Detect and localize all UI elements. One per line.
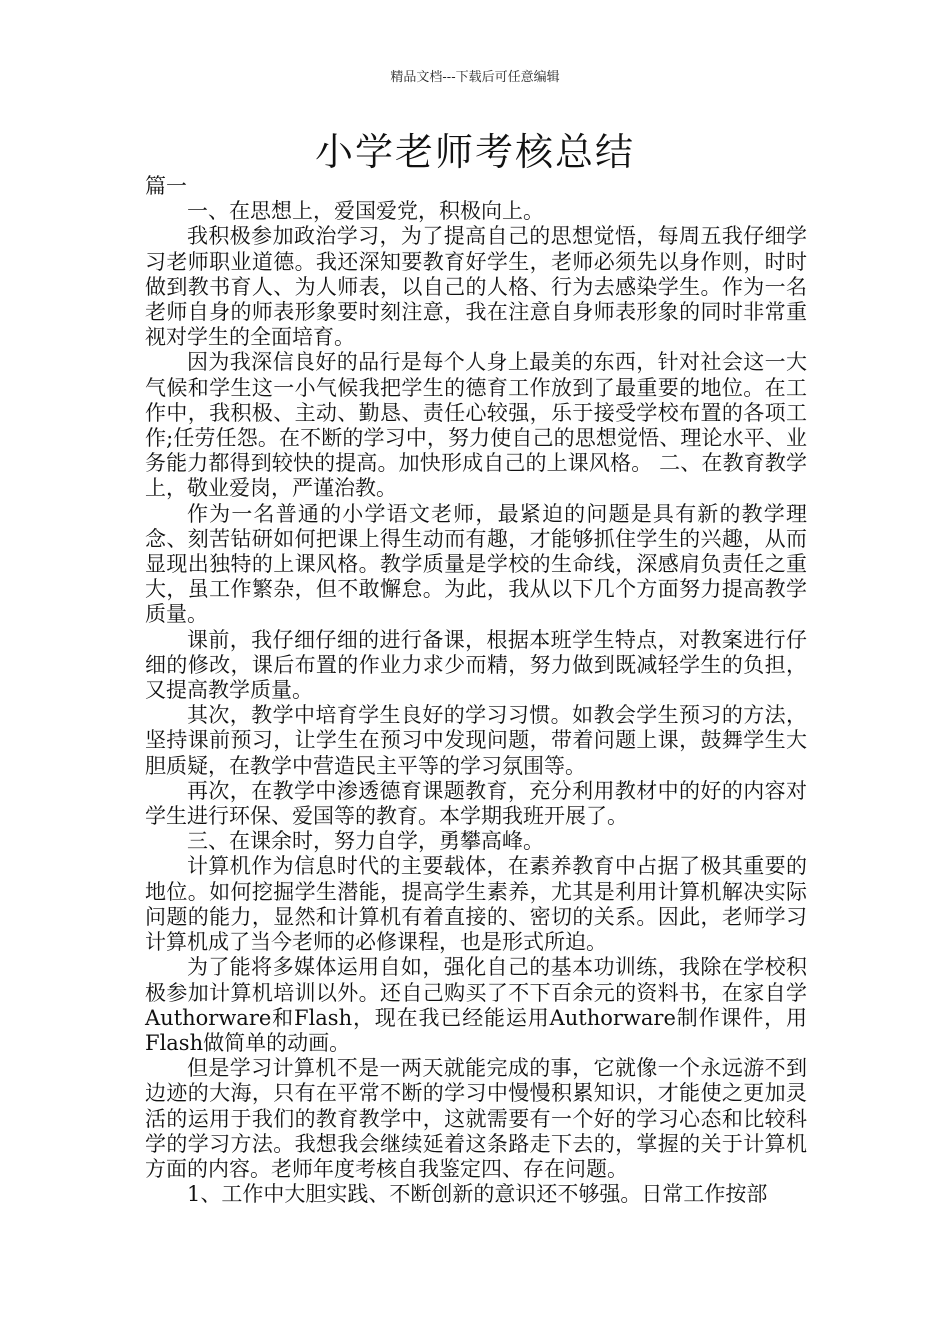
paragraph: 再次，在教学中渗透德育课题教育，充分利用教材中的好的内容对学生进行环保、爱国等的教育。本学期我班开展了。 [145,778,807,829]
paragraph: 作为一名普通的小学语文老师，最紧迫的问题是具有新的教学理念、刻苦钻研如何把课上得生动而有趣，才能够抓住学生的兴趣，从而显现出独特的上课风格。教学质量是学校的生命线，深感肩负责任之重大，虽工作繁杂，但不敢懈怠。为此，我从以下几个方面努力提高教学质量。 [145,501,807,627]
paragraph: 其次，教学中培育学生良好的学习习惯。如教会学生预习的方法，坚持课前预习，让学生在预习中发现问题，带着问题上课，鼓舞学生大胆质疑，在教学中营造民主平等的学习氛围等。 [145,703,807,778]
header-note: 精品文档---下载后可任意编辑 [390,70,560,85]
paragraph: 我积极参加政治学习，为了提高自己的思想觉悟，每周五我仔细学习老师职业道德。我还深知要教育好学生，老师必须先以身作则，时时做到教书育人、为人师表，以自己的人格、行为去感染学生。作为一名老师自身的师表形象要时刻注意，我在注意自身师表形象的同时非常重视对学生的全面培育。 [145,224,807,350]
paragraph: 计算机作为信息时代的主要载体，在素养教育中占据了极其重要的地位。如何挖掘学生潜能，提高学生素养，尤其是利用计算机解决实际问题的能力，显然和计算机有着直接的、密切的关系。因此，老师学习计算机成了当今老师的必修课程，也是形式所迫。 [145,854,807,955]
document-title: 小学老师考核总结 [314,130,635,174]
section-label: 篇一 [145,174,187,198]
paragraph: 但是学习计算机不是一两天就能完成的事，它就像一个永远游不到边迹的大海，只有在平常不断的学习中慢慢积累知识，才能使之更加灵活的运用于我们的教育教学中，这就需要有一个好的学习心态和比较科学的学习方法。我想我会继续延着这条路走下去的，掌握的关于计算机方面的内容。老师年度考核自我鉴定四、存在问题。 [145,1056,807,1181]
paragraph: 因为我深信良好的品行是每个人身上最美的东西，针对社会这一大气候和学生这一小气候我把学生的德育工作放到了最重要的地位。在工作中，我积极、主动、勤恳、责任心较强，乐于接受学校布置的各项工作;任劳任怨。在不断的学习中，努力使自己的思想觉悟、理论水平、业务能力都得到较快的提高。加快形成自己的上课风格。 二、在教育教学上，敬业爱岗，严谨治教。 [145,350,807,501]
paragraph: 课前，我仔细仔细的进行备课，根据本班学生特点，对教案进行仔细的修改，课后布置的作业力求少而精，努力做到既减轻学生的负担，又提高教学质量。 [145,627,807,703]
paragraph: 1、工作中大胆实践、不断创新的意识还不够强。日常工作按部 [187,1182,768,1207]
document-body [145,174,807,1207]
paragraph: 一、在思想上，爱国爱党，积极向上。 [187,199,544,224]
paragraph: 为了能将多媒体运用自如，强化自己的基本功训练，我除在学校积极参加计算机培训以外。还自己购买了不下百余元的资料书，在家自学Authorware和Flash，现在我已经能运用Authorware制作课件，用Flash做简单的动画。 [145,955,807,1055]
paragraph: 三、在课余时，努力自学，勇攀高峰。 [187,829,544,854]
